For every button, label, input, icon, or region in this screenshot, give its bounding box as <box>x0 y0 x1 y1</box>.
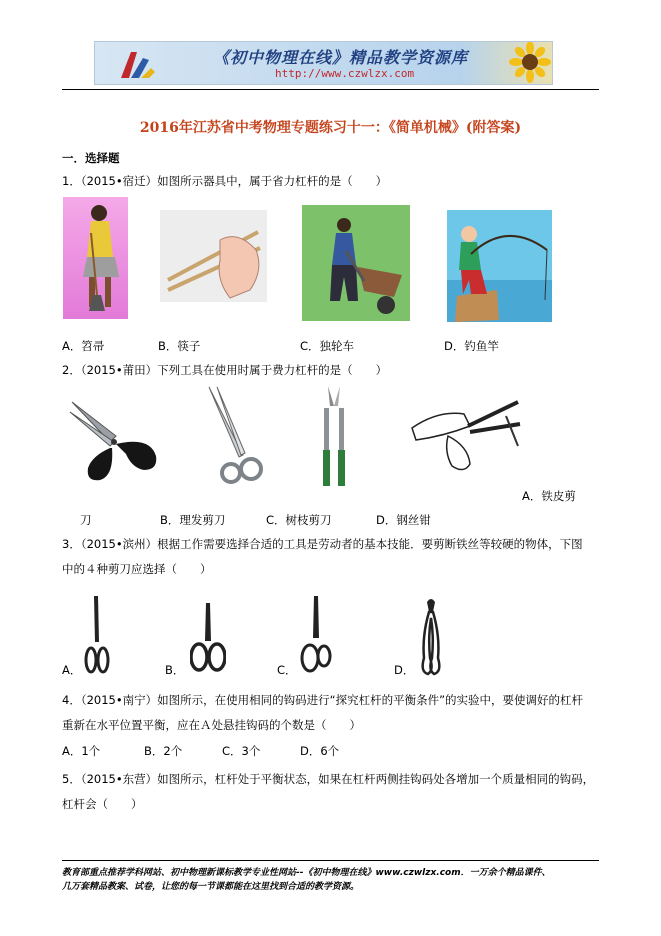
q3-option-a[interactable]: A． <box>62 663 82 677</box>
q2-option-a-wrap: 刀 <box>80 513 92 527</box>
q1-option-c[interactable]: C．独轮车 <box>300 339 355 353</box>
q3-option-d[interactable]: D． <box>394 663 415 677</box>
q2-option-d[interactable]: D．钢丝钳 <box>376 513 431 527</box>
site-logo-icon <box>117 50 155 80</box>
section-heading: 一．选择题 <box>62 151 120 165</box>
q2-stem: 2．（2015•莆田）下列工具在使用时属于费力杠杆的是（ ） <box>62 363 388 377</box>
q4-stem-line1: 4．（2015•南宁）如图所示，在使用相同的钩码进行“探究杠杆的平衡条件”的实验中，要使调好的杠杆 <box>62 693 584 707</box>
scissors-d-image <box>416 596 446 676</box>
fishing-rod-image <box>447 210 552 322</box>
scissors-a-image <box>84 594 110 676</box>
document-title: 2016年江苏省中考物理专题练习十一：《简单机械》(附答案) <box>139 120 522 136</box>
footer-line-2: 几万套精品教案、试卷，让您的每一节课都能在这里找到合适的教学资源。 <box>62 882 360 892</box>
tin-snips-image <box>66 396 162 484</box>
q4-option-d[interactable]: D．6个 <box>300 744 340 758</box>
q4-stem-line2: 重新在水平位置平衡，应在Ａ处悬挂钩码的个数是（ ） <box>62 718 361 732</box>
header-rule <box>62 89 599 90</box>
q3-stem-line1: 3．（2015•滨州）根据工作需要选择合适的工具是劳动者的基本技能．要剪断铁丝等较硬的物体，下图 <box>62 537 583 551</box>
scissors-c-image <box>300 594 332 676</box>
q3-option-b[interactable]: B． <box>165 663 185 677</box>
broom-sweeping-image <box>63 197 128 319</box>
page-footer <box>62 866 602 894</box>
footer-rule <box>62 860 599 861</box>
scissors-b-image <box>190 601 226 676</box>
header-banner <box>94 41 553 85</box>
q3-option-c[interactable]: C． <box>277 663 297 677</box>
q2-option-b[interactable]: B．理发剪刀 <box>160 513 226 527</box>
banner-url[interactable]: http://www.czwlzx.com <box>275 67 415 80</box>
q2-option-a[interactable]: A．铁皮剪 <box>522 489 576 503</box>
q4-option-b[interactable]: B．2个 <box>144 744 183 758</box>
q4-option-a[interactable]: A．1个 <box>62 744 101 758</box>
q4-option-c[interactable]: C．3个 <box>222 744 261 758</box>
q5-stem-line2: 杠杆会（ ） <box>62 797 143 811</box>
banner-title: 《初中物理在线》精品教学资源库 <box>213 48 469 67</box>
q3-stem-line2: 中的４种剪刀应选择（ ） <box>62 562 212 576</box>
q1-option-a[interactable]: A．笤帚 <box>62 339 105 353</box>
q5-stem-line1: 5．（2015•东营）如图所示，杠杆处于平衡状态，如果在杠杆两侧挂钩码处各增加一个质量相同的钩码， <box>62 772 595 786</box>
hair-scissors-image <box>205 385 275 489</box>
wire-pliers-image <box>408 396 523 476</box>
wheelbarrow-image <box>302 205 410 321</box>
q1-option-b[interactable]: B．筷子 <box>158 339 201 353</box>
sunflower-icon <box>504 42 552 85</box>
q1-option-d[interactable]: D．钓鱼竿 <box>444 339 499 353</box>
chopsticks-image <box>160 210 267 302</box>
branch-pruner-image <box>314 384 354 488</box>
q2-option-c[interactable]: C．树枝剪刀 <box>266 513 332 527</box>
q1-stem: 1．（2015•宿迁）如图所示器具中，属于省力杠杆的是（ ） <box>62 174 388 188</box>
footer-line-1: 教育部重点推荐学科网站、初中物理新课标教学专业性网站--《初中物理在线》www.czwlzx.com．一万余个精品课件、 <box>62 868 551 878</box>
